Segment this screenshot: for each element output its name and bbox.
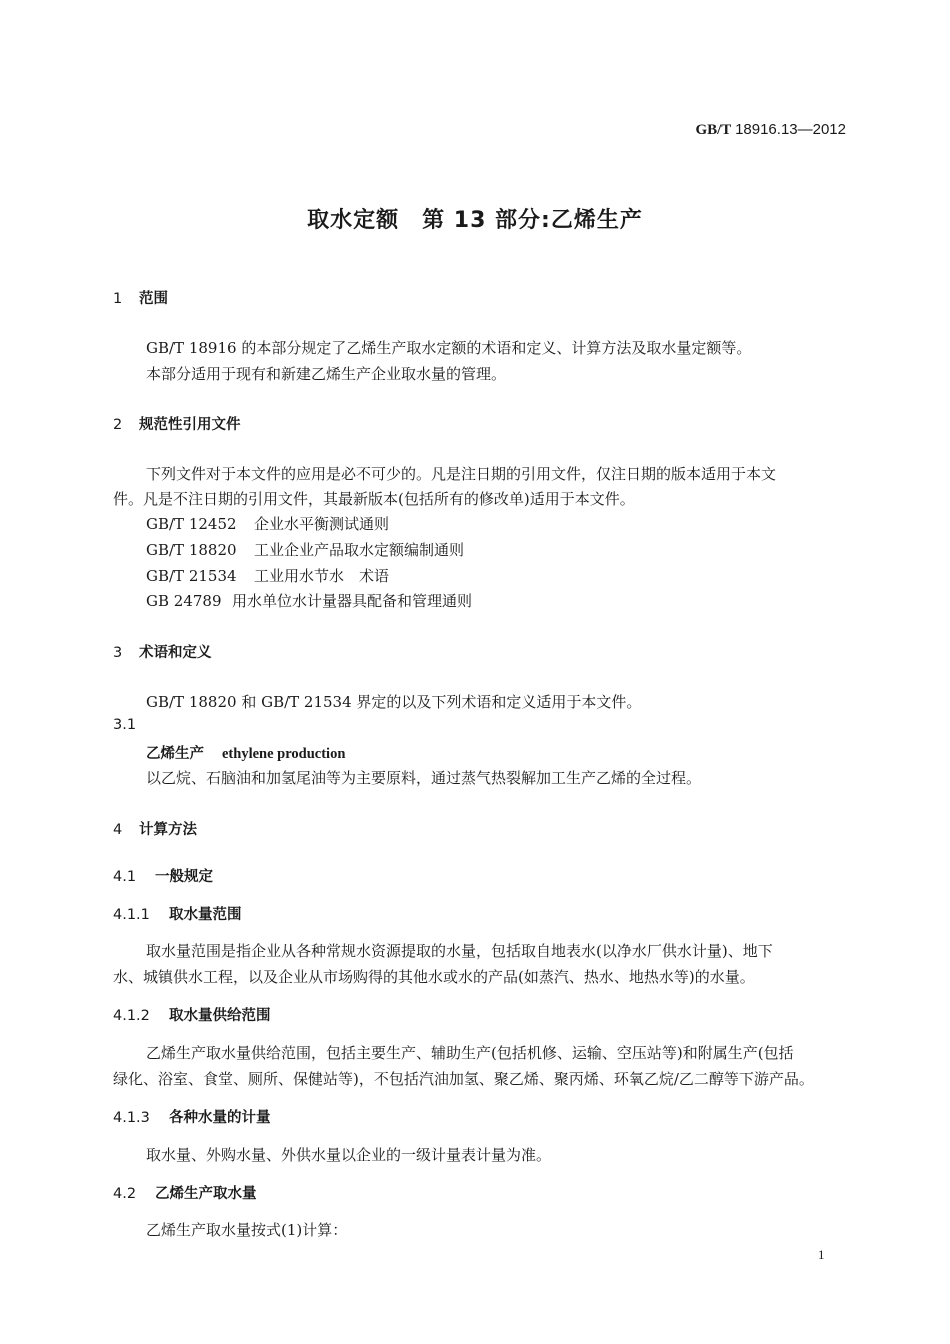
subsection-title: 取水量供给范围	[169, 1008, 271, 1024]
paragraph: 取水量、外购水量、外供水量以企业的一级计量表计量为准。	[146, 1146, 552, 1164]
subsection-4-1-3-heading	[113, 1106, 271, 1127]
section-number: 4	[113, 822, 123, 838]
section-title: 范围	[139, 291, 168, 307]
paragraph: GB/T 18820 和 GB/T 21534 界定的以及下列术语和定义适用于本文件。	[146, 693, 642, 711]
paragraph: 下列文件对于本文件的应用是必不可少的。凡是注日期的引用文件，仅注日期的版本适用于本文	[146, 465, 777, 483]
paragraph: 本部分适用于现有和新建乙烯生产企业取水量的管理。	[146, 365, 507, 383]
term-english: ethylene production	[222, 746, 346, 762]
section-title: 规范性引用文件	[139, 417, 241, 433]
section-number: 2	[113, 417, 123, 433]
reference-item	[146, 539, 464, 560]
standard-prefix: GB/T	[695, 122, 732, 138]
reference-item	[146, 565, 389, 586]
document-title: 取水定额 第 13 部分:乙烯生产	[307, 208, 643, 233]
paragraph: 乙烯生产取水量按式(1)计算：	[146, 1221, 348, 1239]
reference-title: 工业企业产品取水定额编制通则	[254, 541, 465, 559]
standard-code: 18916.13—2012	[735, 121, 846, 138]
paragraph: 取水量范围是指企业从各种常规水资源提取的水量，包括取自地表水(以净水厂供水计量)、地下	[146, 942, 773, 960]
subsection-number: 4.1.3	[113, 1110, 150, 1126]
reference-title: 企业水平衡测试通则	[254, 515, 390, 533]
subsection-title: 各种水量的计量	[169, 1110, 271, 1126]
subsection-4-1-2-heading	[113, 1004, 271, 1025]
subsection-title: 一般规定	[155, 869, 213, 885]
section-4-heading	[113, 818, 197, 839]
subsection-number: 4.1.1	[113, 907, 150, 923]
term-chinese: 乙烯生产	[146, 746, 204, 762]
paragraph-continuation: 绿化、浴室、食堂、厕所、保健站等)，不包括汽油加氢、聚乙烯、聚丙烯、环氧乙烷/乙二醇等下游产品。	[113, 1070, 814, 1088]
paragraph-continuation: 件。凡是不注日期的引用文件，其最新版本(包括所有的修改单)适用于本文件。	[113, 490, 635, 508]
page-number: 1	[818, 1247, 825, 1262]
subsection-number: 4.2	[113, 1186, 137, 1202]
subsection-number: 3.1	[113, 717, 137, 733]
subsection-number: 4.1.2	[113, 1008, 150, 1024]
reference-code: GB/T 18820	[146, 541, 237, 559]
subsection-4-1-heading	[113, 865, 213, 886]
term-number	[113, 717, 139, 733]
paragraph-continuation: 水、城镇供水工程，以及企业从市场购得的其他水或水的产品(如蒸汽、热水、地热水等)的水量。	[113, 968, 755, 986]
paragraph: GB/T 18916 的本部分规定了乙烯生产取水定额的术语和定义、计算方法及取水量定额等。	[146, 339, 752, 357]
reference-code: GB/T 21534	[146, 567, 237, 585]
reference-item	[146, 513, 389, 534]
reference-title: 用水单位水计量器具配备和管理通则	[232, 592, 473, 610]
standard-number	[695, 121, 846, 139]
reference-code: GB/T 12452	[146, 515, 237, 533]
section-3-heading	[113, 641, 212, 662]
paragraph: 乙烯生产取水量供给范围，包括主要生产、辅助生产(包括机修、运输、空压站等)和附属生产(包括	[146, 1044, 794, 1062]
subsection-title: 乙烯生产取水量	[155, 1186, 257, 1202]
section-2-heading	[113, 413, 241, 434]
section-number: 1	[113, 291, 123, 307]
section-number: 3	[113, 645, 123, 661]
section-title: 计算方法	[139, 822, 197, 838]
term-entry	[146, 742, 345, 763]
section-1-heading	[113, 287, 168, 308]
subsection-number: 4.1	[113, 869, 137, 885]
reference-title: 工业用水节水 术语	[254, 567, 390, 585]
term-definition: 以乙烷、石脑油和加氢尾油等为主要原料，通过蒸气热裂解加工生产乙烯的全过程。	[146, 769, 702, 787]
subsection-4-2-heading	[113, 1182, 257, 1203]
reference-code: GB 24789	[146, 592, 222, 610]
subsection-title: 取水量范围	[169, 907, 242, 923]
section-title: 术语和定义	[139, 645, 212, 661]
reference-item	[146, 590, 472, 611]
subsection-4-1-1-heading	[113, 903, 242, 924]
